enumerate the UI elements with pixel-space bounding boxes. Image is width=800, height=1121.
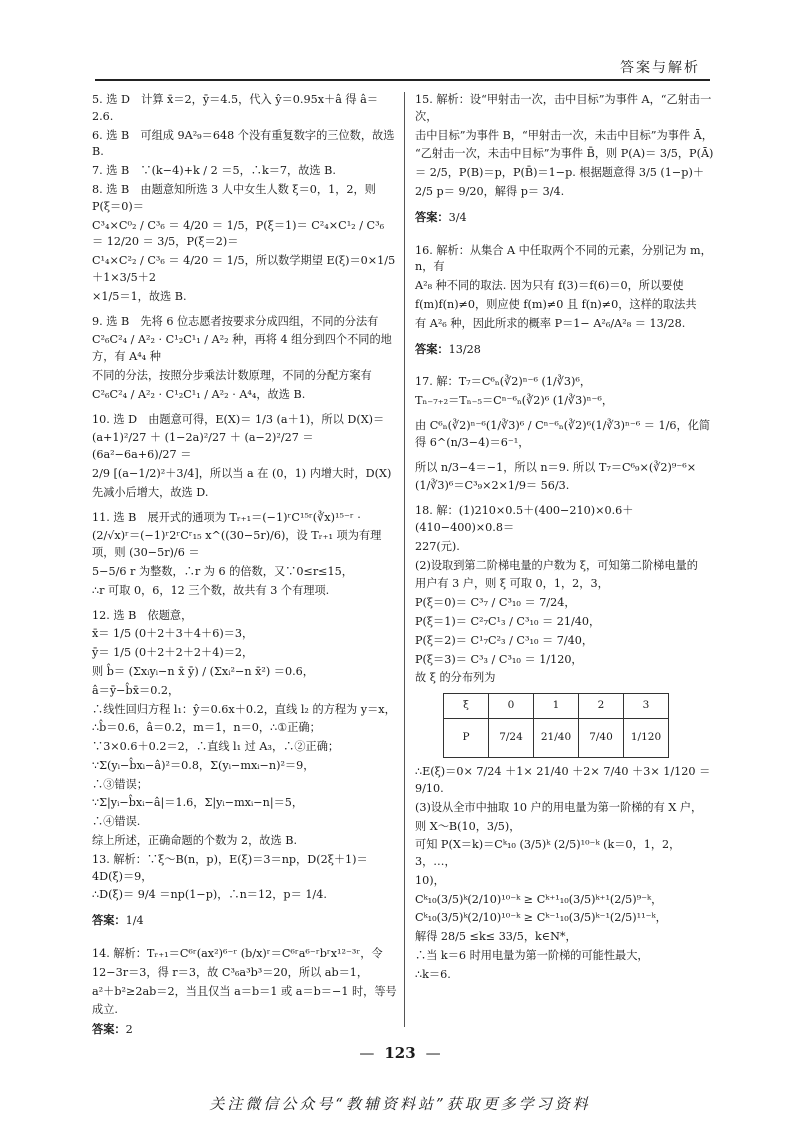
answer-label: 答案： (415, 209, 449, 224)
answer-q18-line12: 则 X～B(10，3/5)， (415, 819, 521, 833)
answer-q18-line9: 故 ξ 的分布列为 (415, 671, 496, 685)
answer-value: 3/4 (448, 210, 467, 224)
left-column (92, 92, 397, 1041)
answer-q17-line1: 17. 解：T₇＝C⁶ₙ(∛2)ⁿ⁻⁶ (1/∛3)⁶， (415, 375, 592, 389)
answer-value: 1/4 (125, 914, 144, 928)
answer-q16-line3: f(m)f(n)≠0，则应使 f(m)≠0 且 f(n)≠0，这样的取法共 (415, 297, 697, 311)
answer-q12-line10: ∴③错误； (92, 777, 148, 791)
answer-q12-line9: ∵Σ(yᵢ−b̂xᵢ−â)²＝0.8，Σ(yᵢ−mxᵢ−n)²＝9， (92, 758, 315, 772)
answer-q18-line5: P(ξ＝0)＝ C³₇ / C³₁₀ ＝ 7/24， (415, 596, 576, 610)
answer-q9-line1: 9. 选 B 先将 6 位志愿者按要求分成四组，不同的分法有 (92, 314, 379, 328)
answer-q18-line15: Cᵏ₁₀(3/5)ᵏ(2/10)¹⁰⁻ᵏ ≥ Cᵏ⁺¹₁₀(3/5)ᵏ⁺¹(2/5)⁹⁻ᵏ， (415, 892, 663, 906)
answer-q16-line2: A²₈ 种不同的取法. 因为只有 f(3)＝f(6)＝0，所以要使 (415, 279, 684, 293)
table-header-cell: 1 (534, 694, 579, 719)
answer-q18-line18: ∴当 k＝6 时用电量为第一阶梯的可能性最大， (415, 949, 649, 963)
answer-q13-result (92, 912, 397, 930)
answer-q8-line2: C³₄×C⁰₂ / C³₆ ＝ 4/20 ＝ 1/5，P(ξ＝1)＝ C²₄×C¹₂ / C³₆ ＝ 12/20 ＝ 3/5，P(ξ＝2)＝ (92, 218, 388, 249)
answer-q14-line4: 成立. (92, 1003, 118, 1017)
answer-q18-line14: 10)， (415, 873, 445, 887)
answer-q15-result (415, 209, 715, 227)
answer-q17-line2: Tₙ₋₇₊₂＝Tₙ₋₅＝Cⁿ⁻⁶ₙ(∛2)⁶ (1/∛3)ⁿ⁻⁶， (415, 394, 614, 408)
table-header-cell: 3 (624, 694, 669, 719)
answer-q17-line5: (1/∛3)⁶＝C³₉×2×1/9＝ 56/3. (415, 479, 570, 493)
answer-q16-result (415, 341, 715, 359)
answer-q11-line4: ∴r 可取 0，6，12 三个数，故共有 3 个有理项. (92, 583, 330, 597)
answer-q10-line4: 先减小后增大，故选 D. (92, 485, 209, 499)
answer-q13-line2: ∴D(ξ)＝ 9/4 ＝np(1−p)，∴n＝12，p＝ 1/4. (92, 888, 327, 902)
answer-q12-line5: â＝ȳ−b̂x̄＝0.2， (92, 683, 180, 697)
answer-q8-line3: C¹₄×C²₂ / C³₆ ＝ 4/20 ＝ 1/5，所以数学期望 E(ξ)＝0×1/5＋1×3/5＋2 (92, 254, 396, 284)
answer-q18-line8: P(ξ＝3)＝ C³₃ / C³₁₀ ＝ 1/120， (415, 652, 583, 666)
answer-q18-line3: (2)设取到第二阶梯电量的户数为 ξ，可知第二阶梯电量的 (415, 558, 698, 572)
table-cell: 7/40 (579, 719, 624, 758)
answer-q9-line4: C²₆C²₄ / A²₂ · C¹₂C¹₁ / A²₂ · A⁴₄，故选 B. (92, 387, 306, 401)
answer-q17-line3: 由 C⁶ₙ(∛2)ⁿ⁻⁶(1/∛3)⁶ / Cⁿ⁻⁶ₙ(∛2)⁶(1/∛3)ⁿ⁻⁶ ＝ 1/6，化简得 6^(n/3−4)＝6⁻¹， (415, 418, 711, 449)
answer-q6: 6. 选 B 可组成 9A²₉＝648 个没有重复数字的三位数，故选 B. (92, 128, 398, 159)
answer-q16-line4: 有 A²₆ 种，因此所求的概率 P＝1− A²₆/A²₈ ＝ 13/28. (415, 316, 686, 330)
page-number (0, 1042, 800, 1065)
answer-q18-line19: ∴k＝6. (415, 967, 451, 981)
answer-q14-line2: 12−3r＝3，得 r＝3，故 C³₆a³b³＝20，所以 ab＝1， (92, 965, 369, 979)
answer-q12-line7: ∴b̂＝0.6，â＝0.2，m＝1，n＝0，∴①正确； (92, 721, 321, 735)
answer-q18-line7: P(ξ＝2)＝ C¹₇C²₃ / C³₁₀ ＝ 7/40， (415, 633, 594, 647)
answer-q15-line3: “乙射击一次，未击中目标”为事件 B̄，则 P(A)＝ 3/5，P(Ā) (415, 147, 714, 161)
answer-q17-line4: 所以 n/3−4＝−1，所以 n＝9. 所以 T₇＝C⁶₉×(∛2)⁹⁻⁶× (415, 460, 697, 474)
table-header-cell: ξ (444, 694, 489, 719)
footer-watermark-note: 关注微信公众号“教辅资料站”获取更多学习资料 (209, 1095, 591, 1113)
page-number-dash: — (359, 1044, 375, 1062)
right-column (415, 92, 715, 986)
table-row (444, 719, 669, 758)
answer-q15-line4: ＝ 2/5，P(B)＝p，P(B̄)＝1−p. 根据题意得 3/5 (1−p)＋ (415, 166, 705, 180)
answer-q18-line11: (3)设从全市中抽取 10 户的用电量为第一阶梯的有 X 户， (415, 800, 703, 814)
table-cell: 1/120 (624, 719, 669, 758)
answer-q12-line3: ȳ＝ 1/5 (0＋2＋2＋2＋4)＝2， (92, 646, 254, 660)
answer-q18-line1: 18. 解：(1)210×0.5＋(400−210)×0.6＋(410−400)×0.8＝ (415, 504, 634, 534)
answer-q15-line5: 2/5 p＝ 9/20，解得 p＝ 3/4. (415, 184, 565, 198)
header-rule (95, 79, 710, 81)
answer-q10-line1: 10. 选 D 由题意可得，E(X)＝ 1/3 (a＋1)，所以 D(X)＝ (92, 412, 385, 426)
answer-value: 2 (125, 1023, 133, 1037)
answer-q13-line1: 13. 解析：∵ξ～B(n，p)，E(ξ)＝3＝np，D(2ξ＋1)＝4D(ξ)＝9， (92, 852, 368, 883)
answer-q18-line4: 用户有 3 户，则 ξ 可取 0，1，2，3， (415, 577, 609, 591)
answer-q12-line11: ∵Σ|yᵢ−b̂xᵢ−â|＝1.6，Σ|yᵢ−mxᵢ−n|＝5， (92, 796, 304, 810)
answer-q18-line10: ∴E(ξ)＝0× 7/24 ＋1× 21/40 ＋2× 7/40 ＋3× 1/120 ＝ 9/10. (415, 765, 714, 795)
answer-q18-line2: 227(元). (415, 539, 460, 553)
answer-q10-line2: (a+1)²/27 ＋ (1−2a)²/27 ＋ (a−2)²/27 ＝ (6a²−6a+6)/27 ＝ (92, 431, 318, 462)
answer-q14-line1: 14. 解析：Tᵣ₊₁＝C⁶ʳ(ax²)⁶⁻ʳ (b/x)ʳ＝C⁶ʳa⁶⁻ʳbʳx¹²⁻³ʳ，令 (92, 947, 383, 961)
answer-label: 答案： (415, 341, 449, 356)
answer-q18-line17: 解得 28/5 ≤k≤ 33/5，k∈N*， (415, 930, 577, 944)
answer-label: 答案： (92, 913, 126, 928)
column-divider (404, 92, 405, 1027)
answer-q9-line3: 不同的分法，按照分步乘法计数原理，不同的分配方案有 (92, 368, 372, 382)
answer-q5: 5. 选 D 计算 x̄＝2，ȳ＝4.5，代入 ŷ＝0.95x＋â 得 â＝2.6. (92, 93, 379, 123)
answer-q14-line3: a²＋b²≥2ab＝2，当且仅当 a＝b＝1 或 a＝b＝−1 时，等号 (92, 984, 397, 998)
answer-q11-line1: 11. 选 B 展开式的通项为 Tᵣ₊₁＝(−1)ʳC¹⁵ʳ(∛x)¹⁵⁻ʳ · (92, 510, 361, 524)
answer-q12-line13: 综上所述，正确命题的个数为 2，故选 B. (92, 834, 298, 848)
answer-q14-result (92, 1021, 397, 1039)
distribution-table (443, 693, 669, 758)
answer-q12-line12: ∴④错误. (92, 815, 141, 829)
table-row (444, 694, 669, 719)
answer-q11-line2: (2/√x)ʳ＝(−1)ʳ2ʳCʳ₁₅ x^((30−5r)/6)，设 Tᵣ₊₁ 项为有理项，则 (30−5r)/6 ＝ (92, 529, 382, 560)
table-cell: P (444, 719, 489, 758)
answer-q18-line6: P(ξ＝1)＝ C²₇C¹₃ / C³₁₀ ＝ 21/40， (415, 614, 601, 628)
answer-q8-line1: 8. 选 B 由题意知所选 3 人中女生人数 ξ＝0，1，2，则 P(ξ＝0)＝ (92, 182, 380, 213)
answer-q8-line4: ×1/5＝1，故选 B. (92, 289, 187, 303)
page-header-title: 答案与解析 (620, 60, 700, 76)
table-header-cell: 0 (489, 694, 534, 719)
page-number-value: 123 (384, 1044, 416, 1062)
answer-q12-line6: ∴线性回归方程 l₁：ŷ＝0.6x＋0.2，直线 l₂ 的方程为 y＝x， (92, 702, 396, 716)
table-cell: 7/24 (489, 719, 534, 758)
answer-q12-line4: 则 b̂＝ (Σxᵢyᵢ−n x̄ ȳ) / (Σxᵢ²−n x̄²) ＝0.6， (92, 664, 314, 678)
answer-q16-line1: 16. 解析：从集合 A 中任取两个不同的元素，分别记为 m，n，有 (415, 243, 712, 274)
answer-q7: 7. 选 B ∵(k−4)+k / 2 ＝5，∴k＝7，故选 B. (92, 164, 336, 178)
answer-q9-line2: C²₆C²₄ / A²₂ · C¹₂C¹₁ / A²₂ 种，再将 4 组分到四个不同的地方，有 A⁴₄ 种 (92, 333, 392, 364)
answer-value: 13/28 (448, 342, 481, 356)
page-number-dash: — (425, 1044, 441, 1062)
answer-q18-line13: 可知 P(X＝k)＝Cᵏ₁₀ (3/5)ᵏ (2/5)¹⁰⁻ᵏ (k＝0，1，2，3，…， (415, 838, 681, 869)
answer-q15-line2: 击中目标”为事件 B，“甲射击一次，未击中目标”为事件 Ā， (415, 128, 713, 142)
answer-q15-line1: 15. 解析：设“甲射击一次，击中目标”为事件 A，“乙射击一次， (415, 93, 712, 123)
answer-label: 答案： (92, 1022, 126, 1037)
table-header-cell: 2 (579, 694, 624, 719)
answer-q12-line1: 12. 选 B 依题意， (92, 608, 193, 622)
answer-q11-line3: 5−5/6 r 为整数，∴r 为 6 的倍数，又∵0≤r≤15， (92, 564, 353, 578)
answer-q10-line3: 2/9 [(a−1/2)²＋3/4]，所以当 a 在 (0，1) 内增大时，D(X) (92, 466, 392, 480)
answer-q12-line2: x̄＝ 1/5 (0＋2＋3＋4＋6)＝3， (92, 627, 254, 641)
answer-q18-line16: Cᵏ₁₀(3/5)ᵏ(2/10)¹⁰⁻ᵏ ≥ Cᵏ⁻¹₁₀(3/5)ᵏ⁻¹(2/5)¹¹⁻ᵏ， (415, 911, 667, 925)
answer-q12-line8: ∵3×0.6＋0.2＝2，∴直线 l₁ 过 A₃，∴②正确； (92, 740, 340, 754)
table-cell: 21/40 (534, 719, 579, 758)
